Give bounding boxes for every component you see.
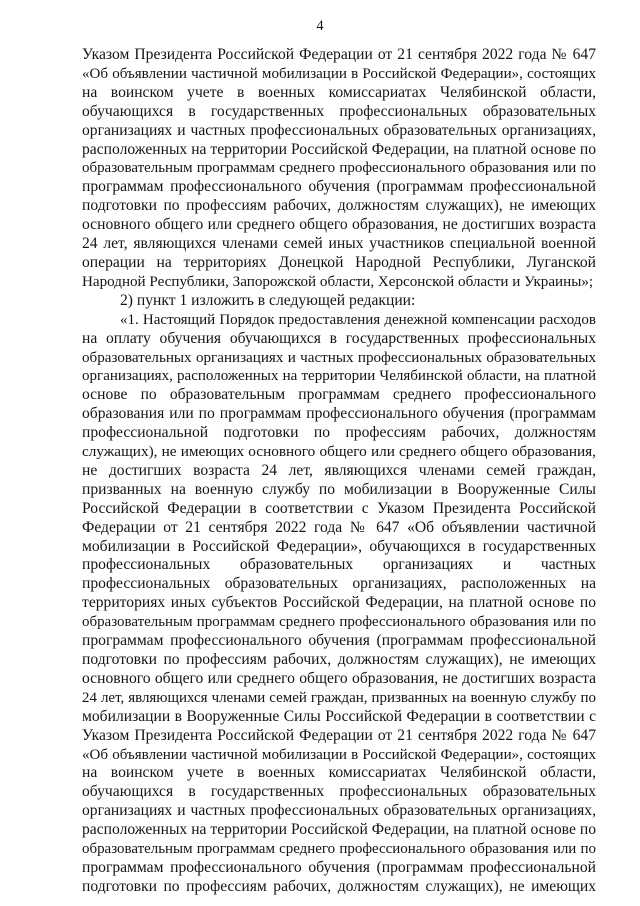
text-line: Указом Президента Российской Федерации от 21 сентября 2022 года № 647 xyxy=(82,726,596,744)
text-line: на воинском учете в военных комиссариатах Челябинской области, xyxy=(82,764,596,782)
text-line: призванных на военную службу по мобилизации в Вооруженные Силы xyxy=(82,480,596,498)
text-line: организациях, расположенных на территории Челябинской области, на платной xyxy=(82,368,596,385)
text-line: на воинском учете в военных комиссариатах Челябинской области, xyxy=(82,83,596,101)
document-body xyxy=(82,46,596,897)
text-line: территориях иных субъектов Российской Федерации, на платной основе по xyxy=(82,594,596,612)
text-line: основного общего или среднего общего образования, не достигших возраста xyxy=(82,216,596,234)
text-line: профессиональных образовательных организациях и частных xyxy=(82,556,596,574)
text-line: программам профессионального обучения (программам профессиональной xyxy=(82,858,596,876)
text-line: программам профессионального обучения (программам профессиональной xyxy=(82,632,596,650)
text-line: образовательным программам среднего профессионального образования или по xyxy=(82,160,596,177)
text-line: образования или по программам профессионального обучения (программам xyxy=(82,405,596,423)
text-line: профессиональных образовательных организациях, расположенных на xyxy=(82,575,596,593)
text-line: Указом Президента Российской Федерации от 21 сентября 2022 года № 647 xyxy=(82,46,596,63)
text-line: обучающихся в государственных профессиональных образовательных xyxy=(82,783,596,801)
text-line: подготовки по профессиям рабочих, должностям служащих), не имеющих xyxy=(82,651,596,668)
text-line: основного общего или среднего общего образования, не достигших возраста xyxy=(82,669,596,687)
text-line: операции на территориях Донецкой Народной Республики, Луганской xyxy=(82,253,596,271)
page-number: 4 xyxy=(316,18,324,34)
text-line: программам профессионального обучения (программам профессиональной xyxy=(82,178,596,196)
text-line: мобилизации в Вооруженные Силы Российской Федерации в соответствии с xyxy=(82,707,596,725)
text-line: на оплату обучения обучающихся в государственных профессиональных xyxy=(82,329,596,347)
text-line: служащих), не имеющих основного общего или среднего общего образования, xyxy=(82,443,596,461)
text-line: основе по образовательным программам среднего профессионального xyxy=(82,386,596,404)
text-line: Народной Республики, Запорожской области, Херсонской области и Украины»; xyxy=(82,273,594,290)
text-line: не достигших возраста 24 лет, являющихся членами семей граждан, xyxy=(82,461,596,479)
text-line: образовательным программам среднего профессионального образования или по xyxy=(82,614,596,631)
text-line: расположенных на территории Российской Федерации, на платной основе по xyxy=(82,821,596,839)
text-line: образовательных организациях и частных профессиональных образовательных xyxy=(82,349,596,366)
text-line: подготовки по профессиям рабочих, должностям служащих), не имеющих xyxy=(82,197,596,215)
text-line: подготовки по профессиям рабочих, должностям служащих), не имеющих xyxy=(82,877,596,895)
text-line: обучающихся в государственных профессиональных образовательных xyxy=(82,102,596,120)
text-line: 2) пункт 1 изложить в следующей редакции: xyxy=(120,291,416,309)
text-line: организациях и частных профессиональных образовательных организациях, xyxy=(82,802,596,820)
text-line: «Об объявлении частичной мобилизации в Российской Федерации», состоящих xyxy=(82,65,596,82)
text-line: расположенных на территории Российской Федерации, на платной основе по xyxy=(82,140,596,158)
text-line: образовательным программам среднего профессионального образования или по xyxy=(82,841,596,858)
text-line: организациях и частных профессиональных образовательных организациях, xyxy=(82,121,596,139)
text-line: Российской Федерации в соответствии с Указом Президента Российской xyxy=(82,499,596,517)
text-line: «1. Настоящий Порядок предоставления денежной компенсации расходов xyxy=(120,311,596,328)
text-line: «Об объявлении частичной мобилизации в Российской Федерации», состоящих xyxy=(82,746,596,763)
text-line: Федерации от 21 сентября 2022 года № 647 «Об объявлении частичной xyxy=(82,518,596,536)
text-line: профессиональной подготовки по профессиям рабочих, должностям xyxy=(82,424,596,442)
text-line: 24 лет, являющихся членами семей иных участников специальной военной xyxy=(82,235,596,253)
text-line: мобилизации в Российской Федерации», обучающихся в государственных xyxy=(82,537,596,555)
text-line: 24 лет, являющихся членами семей граждан, призванных на военную службу по xyxy=(82,689,596,706)
